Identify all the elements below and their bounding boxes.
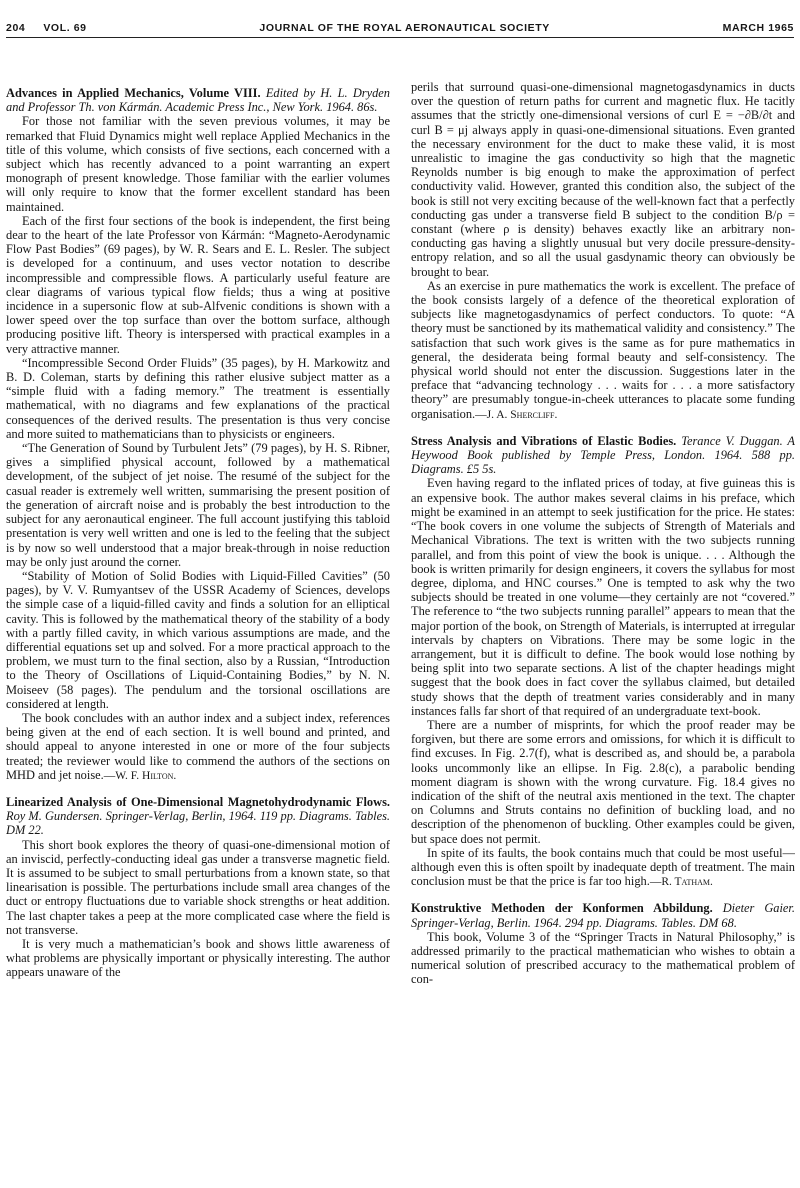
book-details: Terance V. Duggan. A Heywood Book published by Temple Press, London. 1964. 588 pp. Diagrams. £5 5s.	[411, 433, 795, 477]
review-stress-analysis	[411, 434, 795, 890]
paragraph: The book concludes with an author index and a subject index, references being given at the end of each section. It is well bound and printed, and should appeal to anyone interested in one or more of the four subjects treated; the reviewer would like to commend the authors of the sections on MHD and jet noise.—W. F. Hilton.	[6, 710, 390, 782]
review-konstruktive-methoden	[411, 901, 795, 986]
paragraph: “The Generation of Sound by Turbulent Jets” (79 pages), by H. S. Ribner, gives a simplified physical account, followed by a mathematical development, of the subject of jet noise. The resumé of the subject for the casual reader is extremely well written, summarising the present position of the generation of aircraft noise and is probably the best introduction to the subject for any aeronautical engineer. The full account justifying this tabloid presentation is very well written and one is led to the feeling that the subject is by now so well understood that a major break-through in noise reduction may be only just around the corner.	[6, 441, 390, 569]
book-title: Advances in Applied Mechanics, Volume VIII.	[6, 86, 261, 100]
book-title: Stress Analysis and Vibrations of Elastic Bodies.	[411, 433, 677, 448]
paragraph: As an exercise in pure mathematics the work is excellent. The preface of the book consists largely of a defence of the theoretical exploration of subjects like magnetogasdynamics of perfect conductors. To quote: “A theory must be sanctioned by its mathematical validity and consistency.” The satisfaction that such work gives is the same as for pure mathematics in general, the desiderata being formal beauty and self-consistency. The physical world should not enter the discussion. Suggestions later in the preface that “advancing technology . . . waits for . . . a more satisfactory theory” are presumably tongue-in-cheek utterances to placate some funding organisation.—J. A. Shercliff.	[411, 278, 795, 421]
paragraph: Even having regard to the inflated prices of today, at five guineas this is an expensive book. The author makes several claims in his preface, which might be examined in an attempt to seek justification for the price. He states: “The book covers in one volume the subjects of Strength of Materials and Mechanical Vibrations. The text is written with the two subjects running parallel, and from this point of view the book is unique. . . . Although the book is written primarily for design engineers, it covers the syllabus for most degree, diploma, and HNC courses.” One is tempted to ask why the two subjects should be treated in one volume—they certainly are not “covered.” The reference to “the two subjects running parallel” appears to mean that the major portion of the book, on Strength of Materials, is interrupted at irregular intervals by chapters on Vibrations. There may be some logic in the arrangement, but it is difficult to define. The book would lose nothing by being split into two separate sections. A list of the chapter headings might suggest that the book does in fact cover the syllabus claimed, but detailed study shows that the depth of treatment varies considerably and in many instances falls far short of that required of an undergraduate text-book.	[411, 476, 795, 718]
paragraph: It is very much a mathematician’s book and shows little awareness of what problems are physically important or physically interesting. The author appears unaware of the	[6, 936, 390, 980]
paragraph: This short book explores the theory of quasi-one-dimensional motion of an inviscid, perfectly-conducting ideal gas under a transverse magnetic field. It is assumed to be subject to small perturbations from a known state, so that linearisation is possible. The perturbations include small area changes of the duct or entropy fluctuations due to variable shock strengths or heat addition. The last chapter takes a peep at the more complicated case where the field is not transverse.	[6, 837, 390, 937]
review-heading	[6, 86, 390, 114]
review-heading	[411, 434, 795, 477]
issue-date: MARCH 1965	[722, 22, 794, 34]
paragraph-continuation: perils that surround quasi-one-dimensional magnetogasdynamics in ducts over the question of return paths for current and magnetic flux. He tacitly assumes that the strictly one-dimensional versions of curl E = −∂B/∂t and curl B = μj always apply in quasi-one-dimensional situations. Even granted the necessary environment for the duct to make these valid, it is most unrealistic to imagine the gas conductivity so high that the magnetic Reynolds number is big enough to make the approximation of perfect conductivity valid. However, granted this condition also, the subject of the book is still not very exciting because of the well-known fact that a perfectly conducting gas under a transverse field B subject to the condition B/ρ = constant (where ρ is density) behaves exactly like an arbitrary non-conducting gas having a slightly unusual but very docile pressure-density-entropy relation, and so all the usual gasdynamic theory can obviously be brought to bear.	[411, 80, 795, 279]
review-heading	[411, 901, 795, 929]
paragraph: For those not familiar with the seven previous volumes, it may be remarked that Fluid Dynamics might well replace Applied Mechanics in the title of this volume, which consists of five sections, each concerned with a subject which has recently advanced to a point warranting an expert monograph of present knowledge. Those familiar with the earlier volumes will only require to know that the former excellent standard has been maintained.	[6, 114, 390, 214]
review-heading	[6, 795, 390, 838]
running-header	[6, 12, 794, 38]
journal-title: JOURNAL OF THE ROYAL AERONAUTICAL SOCIETY	[259, 22, 550, 34]
paragraph: In spite of its faults, the book contains much that could be most useful—although even this is often spoilt by inadequate depth of treatment. The main conclusion must be that the price is far too high.—R. Tatham.	[411, 845, 795, 889]
paragraph: “Incompressible Second Order Fluids” (35 pages), by H. Markowitz and B. D. Coleman, starts by defining this rather elusive subject matter as a “simple fluid with a fading memory.” The treatment is essentially mathematical, with no diagrams and few explanations of the practical consequences of the derived results. The presentation is thus very concise and more suited to mathematicians than to physicists or engineers.	[6, 355, 390, 441]
book-title: Konstruktive Methoden der Konformen Abbildung.	[411, 901, 713, 916]
volume-label: VOL. 69	[43, 22, 87, 34]
reviewer-signature: —W. F. Hilton.	[103, 769, 177, 782]
book-details: Dieter Gaier. Springer-Verlag, Berlin. 1964. 294 pp. Diagrams. Tables. DM 68.	[411, 901, 795, 930]
paragraph: Each of the first four sections of the book is independent, the first being dear to the heart of the late Professor von Kármán: “Magneto-Aerodynamic Flow Past Bodies” (69 pages), by W. R. Sears and E. L. Resler. The subject is developed for a continuum, and uses vector notation to describe incompressible and compressible flows. A particularly useful feature are clear diagrams of various typical flow fields; thus a wing at positive incidence in a supersonic flow at sub-Alfvenic conditions is shown with a lower speed over the top surface than over the bottom surface, although producing positive lift. Theory is interspersed with practical examples in a very attractive manner.	[6, 213, 390, 356]
book-details: Roy M. Gundersen. Springer-Verlag, Berlin, 1964. 119 pp. Diagrams. Tables. DM 22.	[6, 809, 390, 838]
left-column	[6, 86, 390, 1182]
right-column	[411, 80, 795, 1182]
paragraph: “Stability of Motion of Solid Bodies with Liquid-Filled Cavities” (50 pages), by V. V. Rumyantsev of the USSR Academy of Sciences, develops the simple case of a liquid-filled cavity and finds a solution for an elliptical cavity. This is followed by the mathematical theory of the stability of a body with a partly filled cavity, in which various assumptions are made, and the differential equations set up and solved. For a more practical approach to the problem, we must turn to the final section, also by a Russian, “Introduction to the Theory of Oscillations of Liquid-Containing Bodies,” by N. N. Moiseev (58 pages). The pendulum and the torsional oscillations are considered at length.	[6, 568, 390, 711]
reviewer-signature: —R. Tatham.	[649, 876, 713, 889]
review-linearized-analysis-mhd	[6, 795, 390, 980]
paragraph: This book, Volume 3 of the “Springer Tracts in Natural Philosophy,” is addressed primarily to the practical mathematician who wishes to obtain a numerical solution of prescribed accuracy to the mathematical problem of con-	[411, 929, 795, 987]
reviewer-signature: —J. A. Shercliff.	[475, 408, 558, 421]
book-details: Edited by H. L. Dryden and Professor Th. von Kármán. Academic Press Inc., New York. 1964. 86s.	[6, 86, 390, 115]
page-number: 204	[6, 22, 26, 34]
paragraph: There are a number of misprints, for which the proof reader may be forgiven, but there are some errors and omissions, for which it is difficult to find excuses. In Fig. 2.7(f), what is described as, and should be, a parabola looks uncommonly like an ellipse. In Fig. 2.8(c), a parabolic bending moment diagram is shown with the wrong curvature. Fig. 18.4 gives no indication of the shift of the neutral axis mentioned in the text. The chapter on Columns and Struts contains no definition of buckling load, and no description of the phenomenon of buckling. Other examples could be given, but space does not permit.	[411, 717, 795, 846]
review-advances-applied-mechanics	[6, 86, 390, 783]
book-title: Linearized Analysis of One-Dimensional Magnetohydrodynamic Flows.	[6, 794, 390, 809]
header-left	[6, 22, 87, 34]
